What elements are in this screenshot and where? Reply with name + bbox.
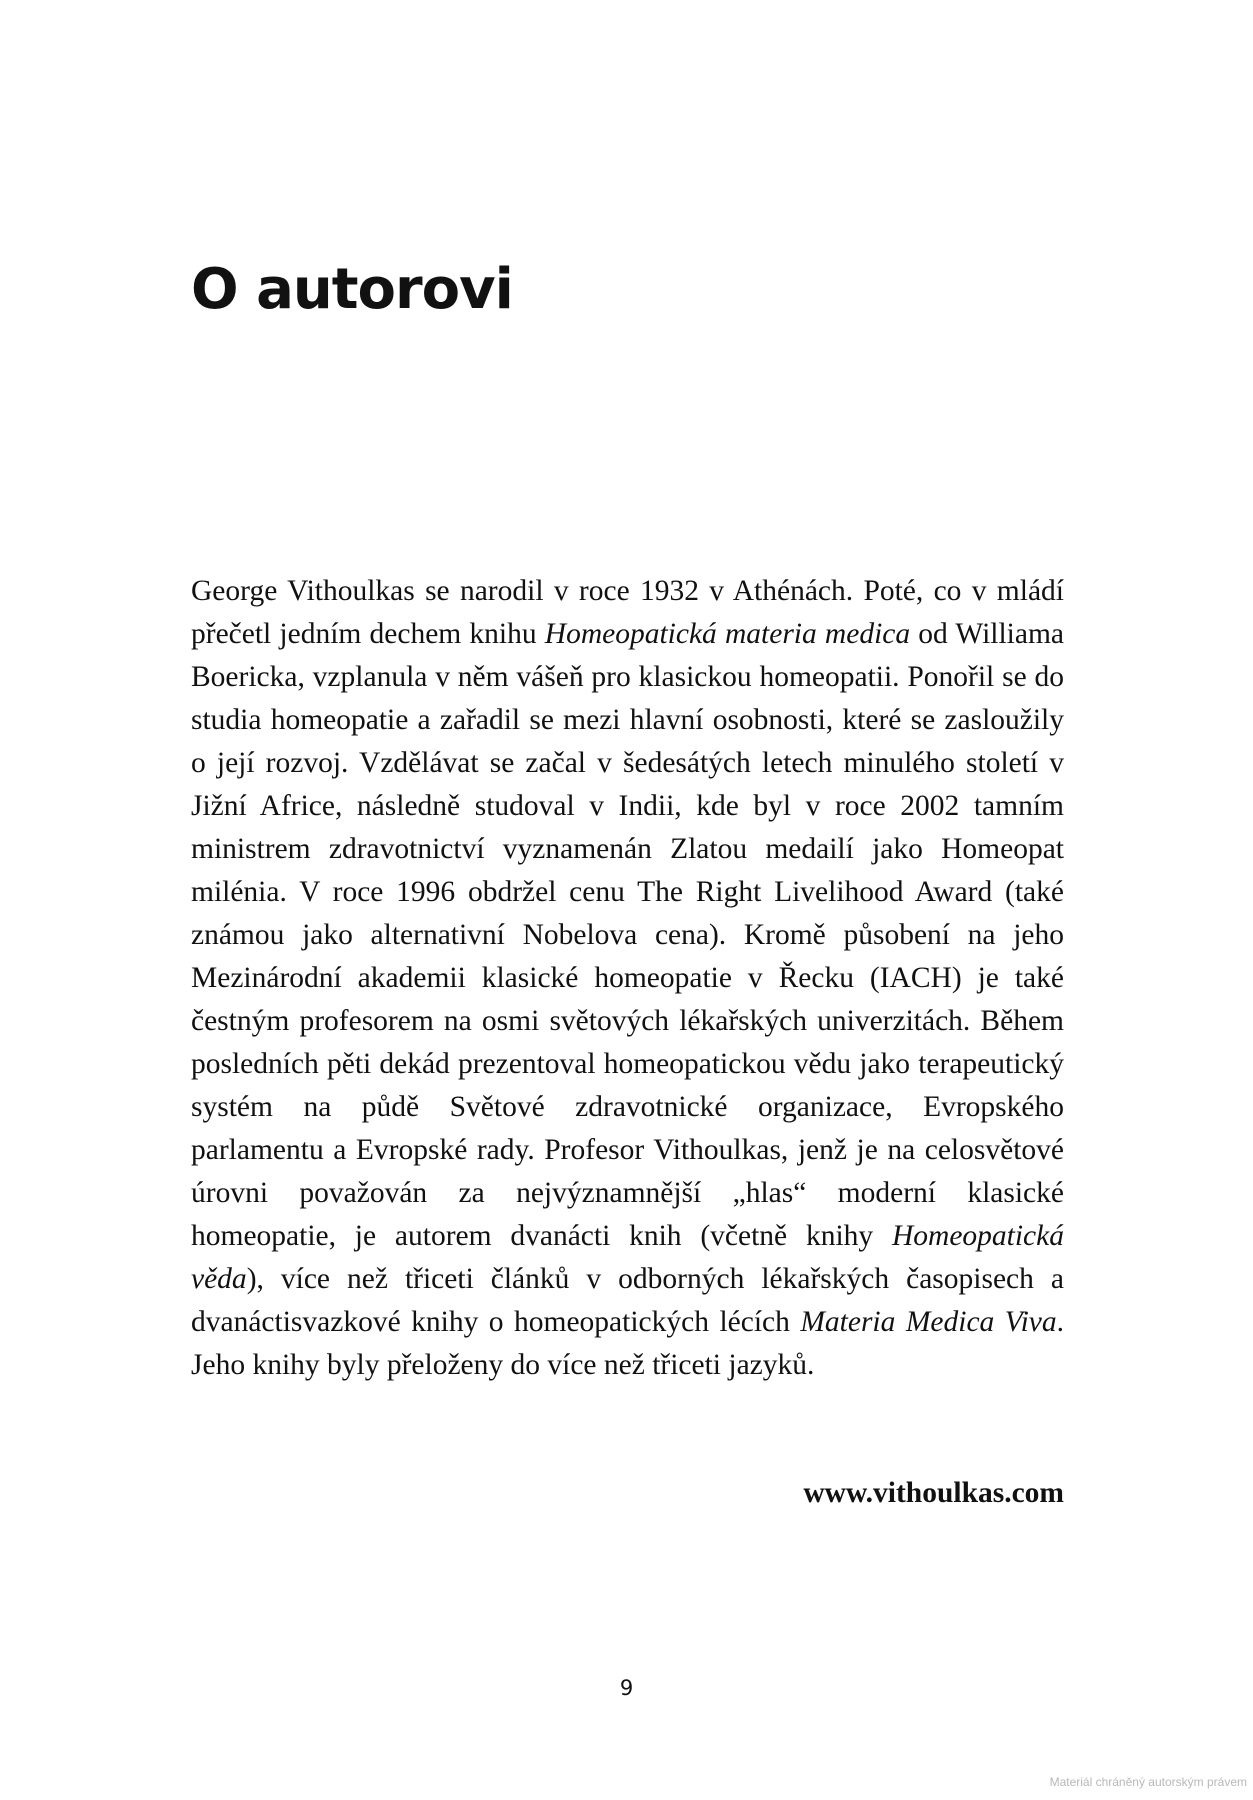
book-title-homeopaticka-materia-medica: Homeopatická materia medica bbox=[544, 618, 911, 650]
bio-text-segment: . Jeho knihy byly přeloženy do více než třiceti jazyků. bbox=[191, 1306, 1064, 1381]
author-bio-paragraph bbox=[191, 570, 1064, 1387]
bio-text-segment: ), více než třiceti článků v odborných lékařských časopisech a dvanáctisvazkové knihy o homeopatických lécích bbox=[191, 1263, 1064, 1338]
copyright-watermark: Materiál chráněný autorským právem bbox=[1049, 1775, 1247, 1789]
page-number: 9 bbox=[619, 1676, 634, 1700]
bio-text-segment: od Williama Boericka, vzplanula v něm vášeň pro klasickou homeopatii. Ponořil se do studia homeopatie a zařadil se mezi hlavní osobnosti, které se zasloužily o její rozvoj. Vzdělávat se začal v šedesátých letech minulého století v Jižní Africe, následně studoval v Indii, kde byl v roce 2002 tamním ministrem zdravotnictví vyznamenán Zlatou medailí jako Homeopat milénia. V roce 1996 obdržel cenu The Right Livelihood Award (také známou jako alternativní Nobelova cena). Kromě působení na jeho Mezinárodní akademii klasické homeopatie v Řecku (IACH) je také čestným profesorem na osmi světových lékařských univerzitách. Během posledních pěti dekád prezentoval homeopatickou vědu jako terapeutický systém na půdě Světové zdravotnické organizace, Evropského parlamentu a Evropské rady. Profesor Vithoulkas, jenž je na celosvětové úrovni považován za nejvýznamnější „hlas“ moderní klasické homeopatie, je autorem dvanácti knih (včetně knihy bbox=[191, 618, 1064, 1252]
bio-text-segment: George Vithoulkas se narodil v roce 1932 v Athénách. Poté, co v mládí přečetl jedním dechem knihu bbox=[191, 575, 1064, 650]
author-website: www.vithoulkas.com bbox=[803, 1477, 1064, 1509]
book-title-materia-medica-viva: Materia Medica Viva bbox=[800, 1306, 1057, 1338]
book-title-homeopaticka-veda: Homeopatická věda bbox=[191, 1220, 1064, 1295]
page-title: O autorovi bbox=[191, 257, 513, 322]
